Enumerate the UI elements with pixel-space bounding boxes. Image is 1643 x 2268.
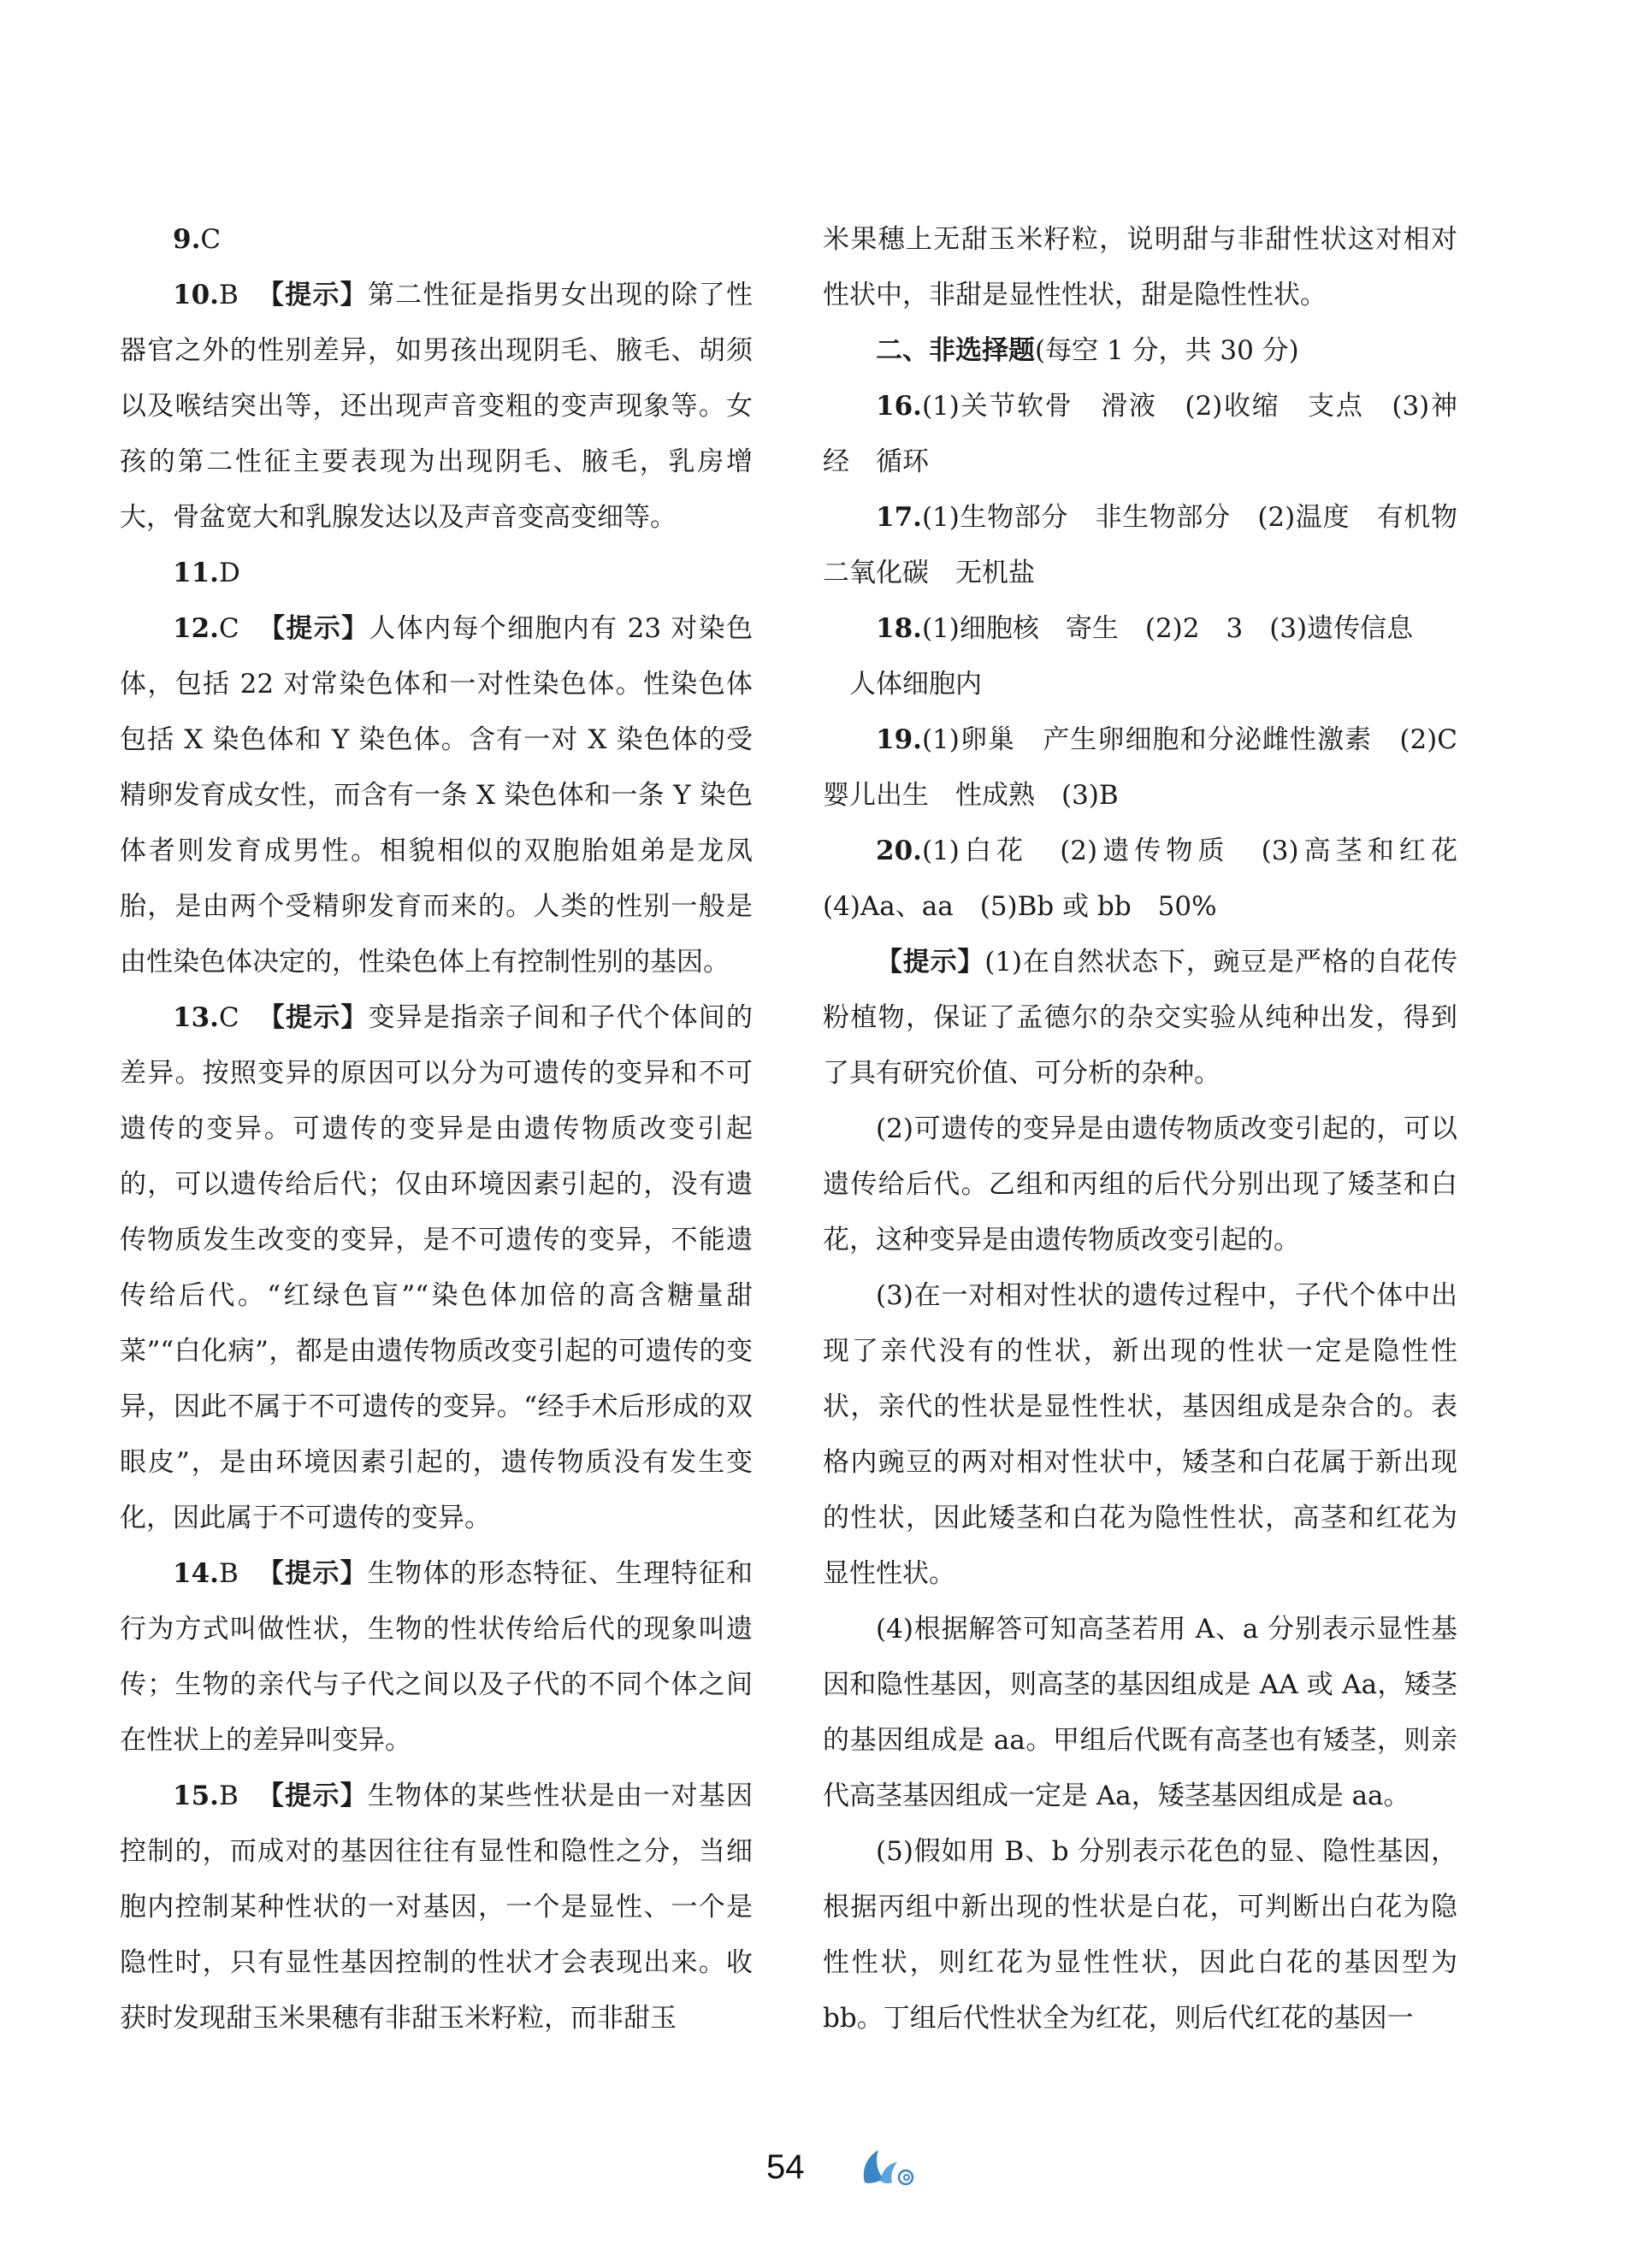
hint-20-part5: (5)假如用 B、b 分别表示花色的显、隐性基因，根据丙组中新出现的性状是白花，可判断出白花为隐性性状，则红花为显性性状，因此白花的基因型为 bb。丁组后代性状全为红花，则后代红花的基因一 [823,1836,1457,2034]
answer-12 [120,601,753,990]
answer-11 [120,546,753,601]
answer-15 [120,1769,753,2047]
section-title: 二、非选择题 [876,335,1035,366]
hint-label: 【提示】 [257,1781,368,1811]
hint-text: 人体内每个细胞内有 23 对染色体，包括 22 对常染色体和一对性染色体。性染色体包括 X 染色体和 Y 染色体。含有一对 X 染色体的受精卵发育成女性，而含有一条 X 染色体和一条 Y 染色体者则发育成男性。相貌相似的双胞胎姐弟是龙凤胎，是由两个受精卵发育而来的。人类的性别一般是由性染色体决定的，性染色体上有控制性别的基因。 [120,613,753,977]
hint-20-part4: (4)根据解答可知高茎若用 A、a 分别表示显性基因和隐性基因，则高茎的基因组成是 AA 或 Aa，矮茎的基因组成是 aa。甲组后代既有高茎也有矮茎，则亲代高茎基因组成一定是 Aa，矮茎基因组成是 aa。 [823,1614,1457,1811]
question-number: 18. [876,613,922,644]
question-number: 12. [173,613,219,644]
question-number: 19. [876,724,922,755]
leaf-swirl-logo-icon [858,2145,918,2189]
answer-text: (1)生物部分 非生物部分 (2)温度 有机物 二氧化碳 无机盐 [823,502,1484,588]
answer-choice: D [218,558,240,588]
hint-label: 【提示】 [257,1002,369,1033]
question-number: 17. [876,502,922,533]
hint-20-part3: (3)在一对相对性状的遗传过程中，子代个体中出现了亲代没有的性状，新出现的性状一定是隐性性状，亲代的性状是显性性状，基因组成是杂合的。表格内豌豆的两对相对性状中，矮茎和白花属于新出现的性状，因此矮茎和白花为隐性性状，高茎和红花为显性性状。 [823,1280,1457,1589]
answer-choice: B [218,1558,239,1589]
section-note: (每空 1 分，共 30 分) [1035,335,1299,366]
answer-18 [823,601,1457,657]
question-number: 14. [173,1558,219,1589]
answer-9 [120,212,753,268]
hint-label: 【提示】 [258,613,369,644]
answer-15-continuation: 米果穗上无甜玉米籽粒，说明甜与非甜性状这对相对性状中，非甜是显性性状，甜是隐性性状。 [823,224,1457,310]
question-number: 9. [173,224,201,255]
question-number: 15. [173,1781,219,1811]
answer-text: (1)关节软骨 滑液 (2)收缩 支点 (3)神经 循环 [823,391,1457,477]
hint-label: 【提示】 [257,280,368,310]
hint-text: 生物体的某些性状是由一对基因控制的，而成对的基因往往有显性和隐性之分，当细胞内控制某种性状的一对基因，一个是显性、一个是隐性时，只有显性基因控制的性状才会表现出来。收获时发现甜玉米果穗有非甜玉米籽粒，而非甜玉 [120,1781,754,2034]
hint-20-part1 [823,935,1457,1102]
answer-choice: C [218,613,239,644]
hint-text: 第二性征是指男女出现的除了性器官之外的性别差异，如男孩出现阴毛、腋毛、胡须以及喉结突出等，还出现声音变粗的变声现象等。女孩的第二性征主要表现为出现阴毛、腋毛，乳房增大，骨盆宽大和乳腺发达以及声音变高变细等。 [120,280,754,533]
left-column [120,212,753,2047]
answer-20 [823,824,1484,935]
section-heading [823,323,1457,379]
answer-text: (1)卵巢 产生卵细胞和分泌雌性激素 (2)C 婴儿出生 性成熟 (3)B [823,724,1484,811]
hint-label: 【提示】 [876,947,985,977]
hint-text: (1)在自然状态下，豌豆是严格的自花传粉植物，保证了孟德尔的杂交实验从纯种出发，得到了具有研究价值、可分析的杂种。 [823,947,1457,1089]
question-number: 11. [173,558,219,588]
answer-text: (1)白花 (2)遗传物质 (3)高茎和红花 (4)Aa、aa (5)Bb 或 bb 50% [823,836,1484,922]
hint-label: 【提示】 [257,1558,368,1589]
question-number: 10. [173,280,219,310]
answer-16 [823,379,1457,490]
hint-text: 变异是指亲子间和子代个体间的差异。按照变异的原因可以分为可遗传的变异和不可遗传的变异。可遗传的变异是由遗传物质改变引起的，可以遗传给后代；仅由环境因素引起的，没有遗传物质发生改变的变异，是不可遗传的变异，不能遗传给后代。“红绿色盲”“染色体加倍的高含糖量甜菜”“白化病”，都是由遗传物质改变引起的可遗传的变异，因此不属于不可遗传的变异。“经手术后形成的双眼皮”，是由环境因素引起的，遗传物质没有发生变化，因此属于不可遗传的变异。 [120,1002,753,1533]
answer-choice: C [200,224,222,255]
question-number: 20. [876,836,922,866]
answer-17 [823,490,1484,601]
right-column [823,212,1484,2047]
answer-choice: B [218,280,239,310]
question-number: 16. [876,391,922,422]
answer-choice: B [218,1781,239,1811]
page-number: 54 [766,2148,805,2186]
answer-10 [120,268,753,546]
hint-20-part2: (2)可遗传的变异是由遗传物质改变引起的，可以遗传给后代。乙组和丙组的后代分别出现了矮茎和白花，这种变异是由遗传物质改变引起的。 [823,1113,1457,1255]
question-number: 13. [173,1002,219,1033]
hint-text: 生物体的形态特征、生理特征和行为方式叫做性状，生物的性状传给后代的现象叫遗传；生物的亲代与子代之间以及子代的不同个体之间在性状上的差异叫变异。 [120,1558,754,1756]
answer-choice: C [218,1002,239,1033]
answer-text: (1)细胞核 寄生 (2)2 3 (3)遗传信息 [921,613,1414,644]
answer-19 [823,712,1484,824]
answer-18-line2: 人体细胞内 [849,669,982,700]
answer-13 [120,990,753,1546]
answer-14 [120,1546,753,1769]
